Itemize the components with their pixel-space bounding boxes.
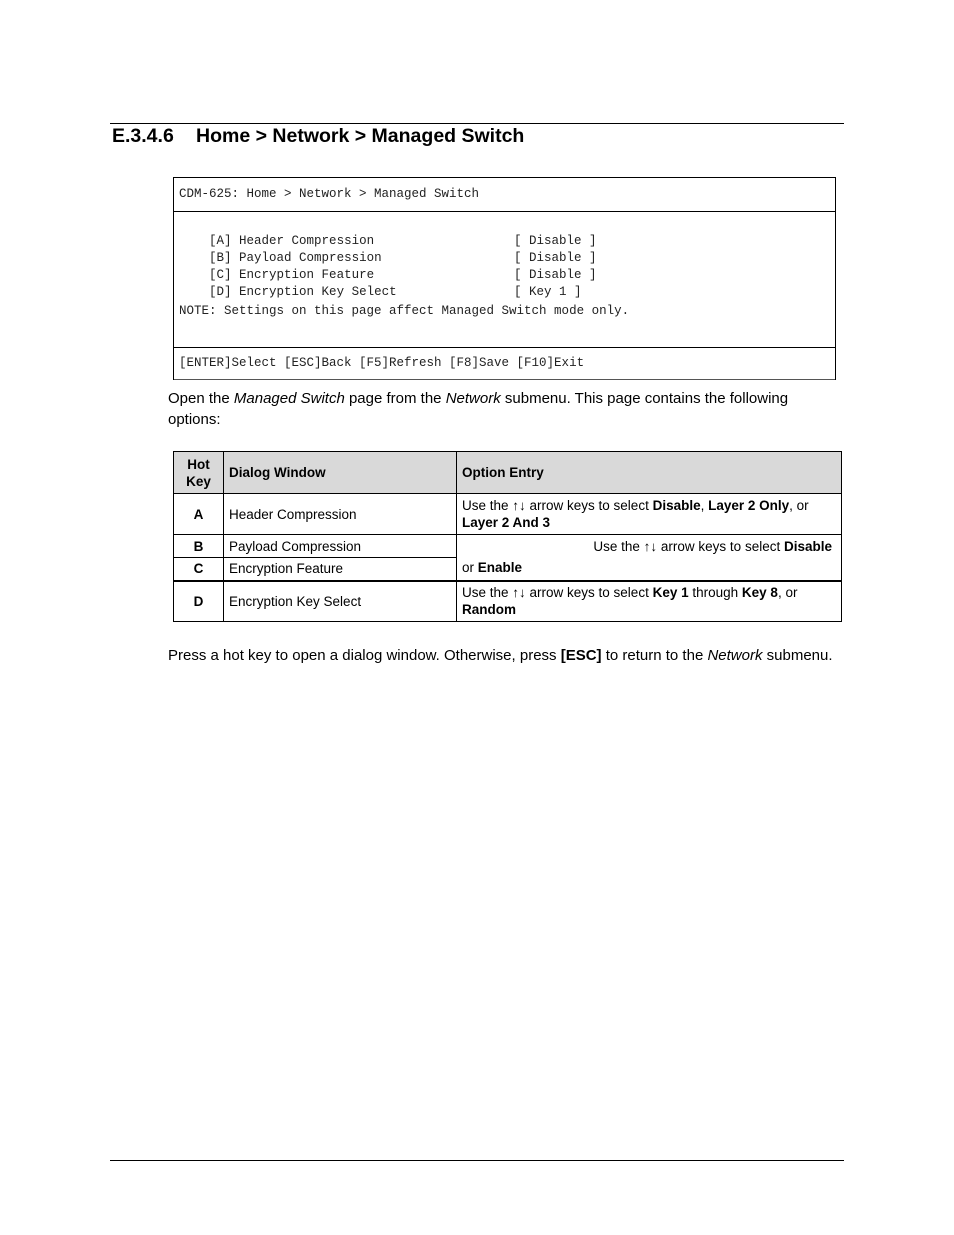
- hotkey-cell: C: [174, 558, 224, 581]
- option-value: Key 1: [652, 585, 689, 601]
- option-value: Layer 2 Only: [708, 498, 790, 513]
- table-header-row: [174, 452, 842, 494]
- option-text: Use the ↑↓ arrow keys to select: [462, 585, 653, 601]
- option-text: through: [688, 585, 742, 601]
- terminal-row-label: Header Compression: [239, 234, 375, 248]
- header-option-entry: Option Entry: [457, 452, 842, 494]
- terminal-row-value: [ Disable ]: [514, 234, 597, 248]
- header-dialog-window: Dialog Window: [224, 452, 457, 494]
- outro-text: to return to the: [601, 647, 708, 664]
- terminal-footer-keys: [ENTER]Select [ESC]Back [F5]Refresh [F8]Save [F10]Exit: [179, 356, 585, 370]
- terminal-row-key: [B]: [209, 251, 232, 265]
- intro-emphasis: Managed Switch: [233, 390, 345, 407]
- options-table: [173, 451, 842, 622]
- terminal-row-key: [A]: [209, 234, 232, 248]
- table-row: [174, 581, 842, 622]
- intro-text: submenu. This page contains the following options:: [168, 390, 789, 428]
- terminal-row-label: Encryption Feature: [239, 268, 375, 282]
- hotkey-cell: A: [174, 494, 224, 535]
- option-line: [462, 538, 836, 555]
- terminal-row-label: Encryption Key Select: [239, 285, 397, 299]
- section-title: Home > Network > Managed Switch: [196, 125, 525, 147]
- terminal-divider: [174, 347, 835, 348]
- hotkey-cell: B: [174, 535, 224, 558]
- outro-emphasis: Network: [707, 647, 763, 664]
- terminal-bottom-edge: [174, 379, 835, 380]
- header-hotkey: Hot Key: [174, 452, 224, 494]
- dialog-cell: Header Compression: [224, 494, 457, 535]
- intro-paragraph: [168, 388, 840, 430]
- option-cell: [457, 535, 842, 581]
- dialog-cell: Encryption Key Select: [224, 581, 457, 622]
- terminal-row-key: [C]: [209, 268, 232, 282]
- terminal-row-key: [D]: [209, 285, 232, 299]
- option-value: Random: [462, 602, 516, 618]
- section-number: E.3.4.6: [112, 125, 174, 147]
- outro-paragraph: [168, 645, 840, 666]
- option-text: ,: [700, 498, 709, 513]
- option-text: , or: [777, 585, 798, 601]
- option-line: [462, 559, 836, 576]
- table-row: [174, 535, 842, 558]
- outro-key: [ESC]: [560, 647, 602, 664]
- option-text: , or: [789, 498, 809, 513]
- option-text: or: [462, 560, 478, 576]
- intro-emphasis: Network: [445, 390, 501, 407]
- option-value: Key 8: [741, 585, 778, 601]
- option-value: Disable: [652, 498, 701, 513]
- option-cell: [457, 581, 842, 622]
- terminal-divider: [174, 211, 835, 212]
- terminal-row-value: [ Disable ]: [514, 268, 597, 282]
- option-value: Disable: [783, 539, 832, 555]
- option-cell: [457, 494, 842, 535]
- terminal-note: NOTE: Settings on this page affect Managed Switch mode only.: [179, 304, 630, 318]
- terminal-title: CDM-625: Home > Network > Managed Switch: [179, 187, 480, 201]
- terminal-row-label: Payload Compression: [239, 251, 382, 265]
- outro-text: submenu.: [762, 647, 833, 664]
- terminal-row-value: [ Key 1 ]: [514, 285, 582, 299]
- terminal-row-value: [ Disable ]: [514, 251, 597, 265]
- hotkey-cell: D: [174, 581, 224, 622]
- option-value: Layer 2 And 3: [462, 515, 551, 530]
- top-rule: [110, 123, 844, 124]
- terminal-screen: [173, 177, 836, 380]
- section-heading: [112, 125, 524, 148]
- option-text: Use the ↑↓ arrow keys to select: [462, 498, 653, 513]
- intro-text: Open the: [168, 390, 234, 407]
- option-text: Use the ↑↓ arrow keys to select: [593, 539, 784, 555]
- option-value: Enable: [477, 560, 523, 576]
- intro-text: page from the: [344, 390, 446, 407]
- dialog-cell: Encryption Feature: [224, 558, 457, 581]
- dialog-cell: Payload Compression: [224, 535, 457, 558]
- outro-text: Press a hot key to open a dialog window. Otherwise, press: [168, 647, 561, 664]
- bottom-rule: [110, 1160, 844, 1161]
- table-row: [174, 494, 842, 535]
